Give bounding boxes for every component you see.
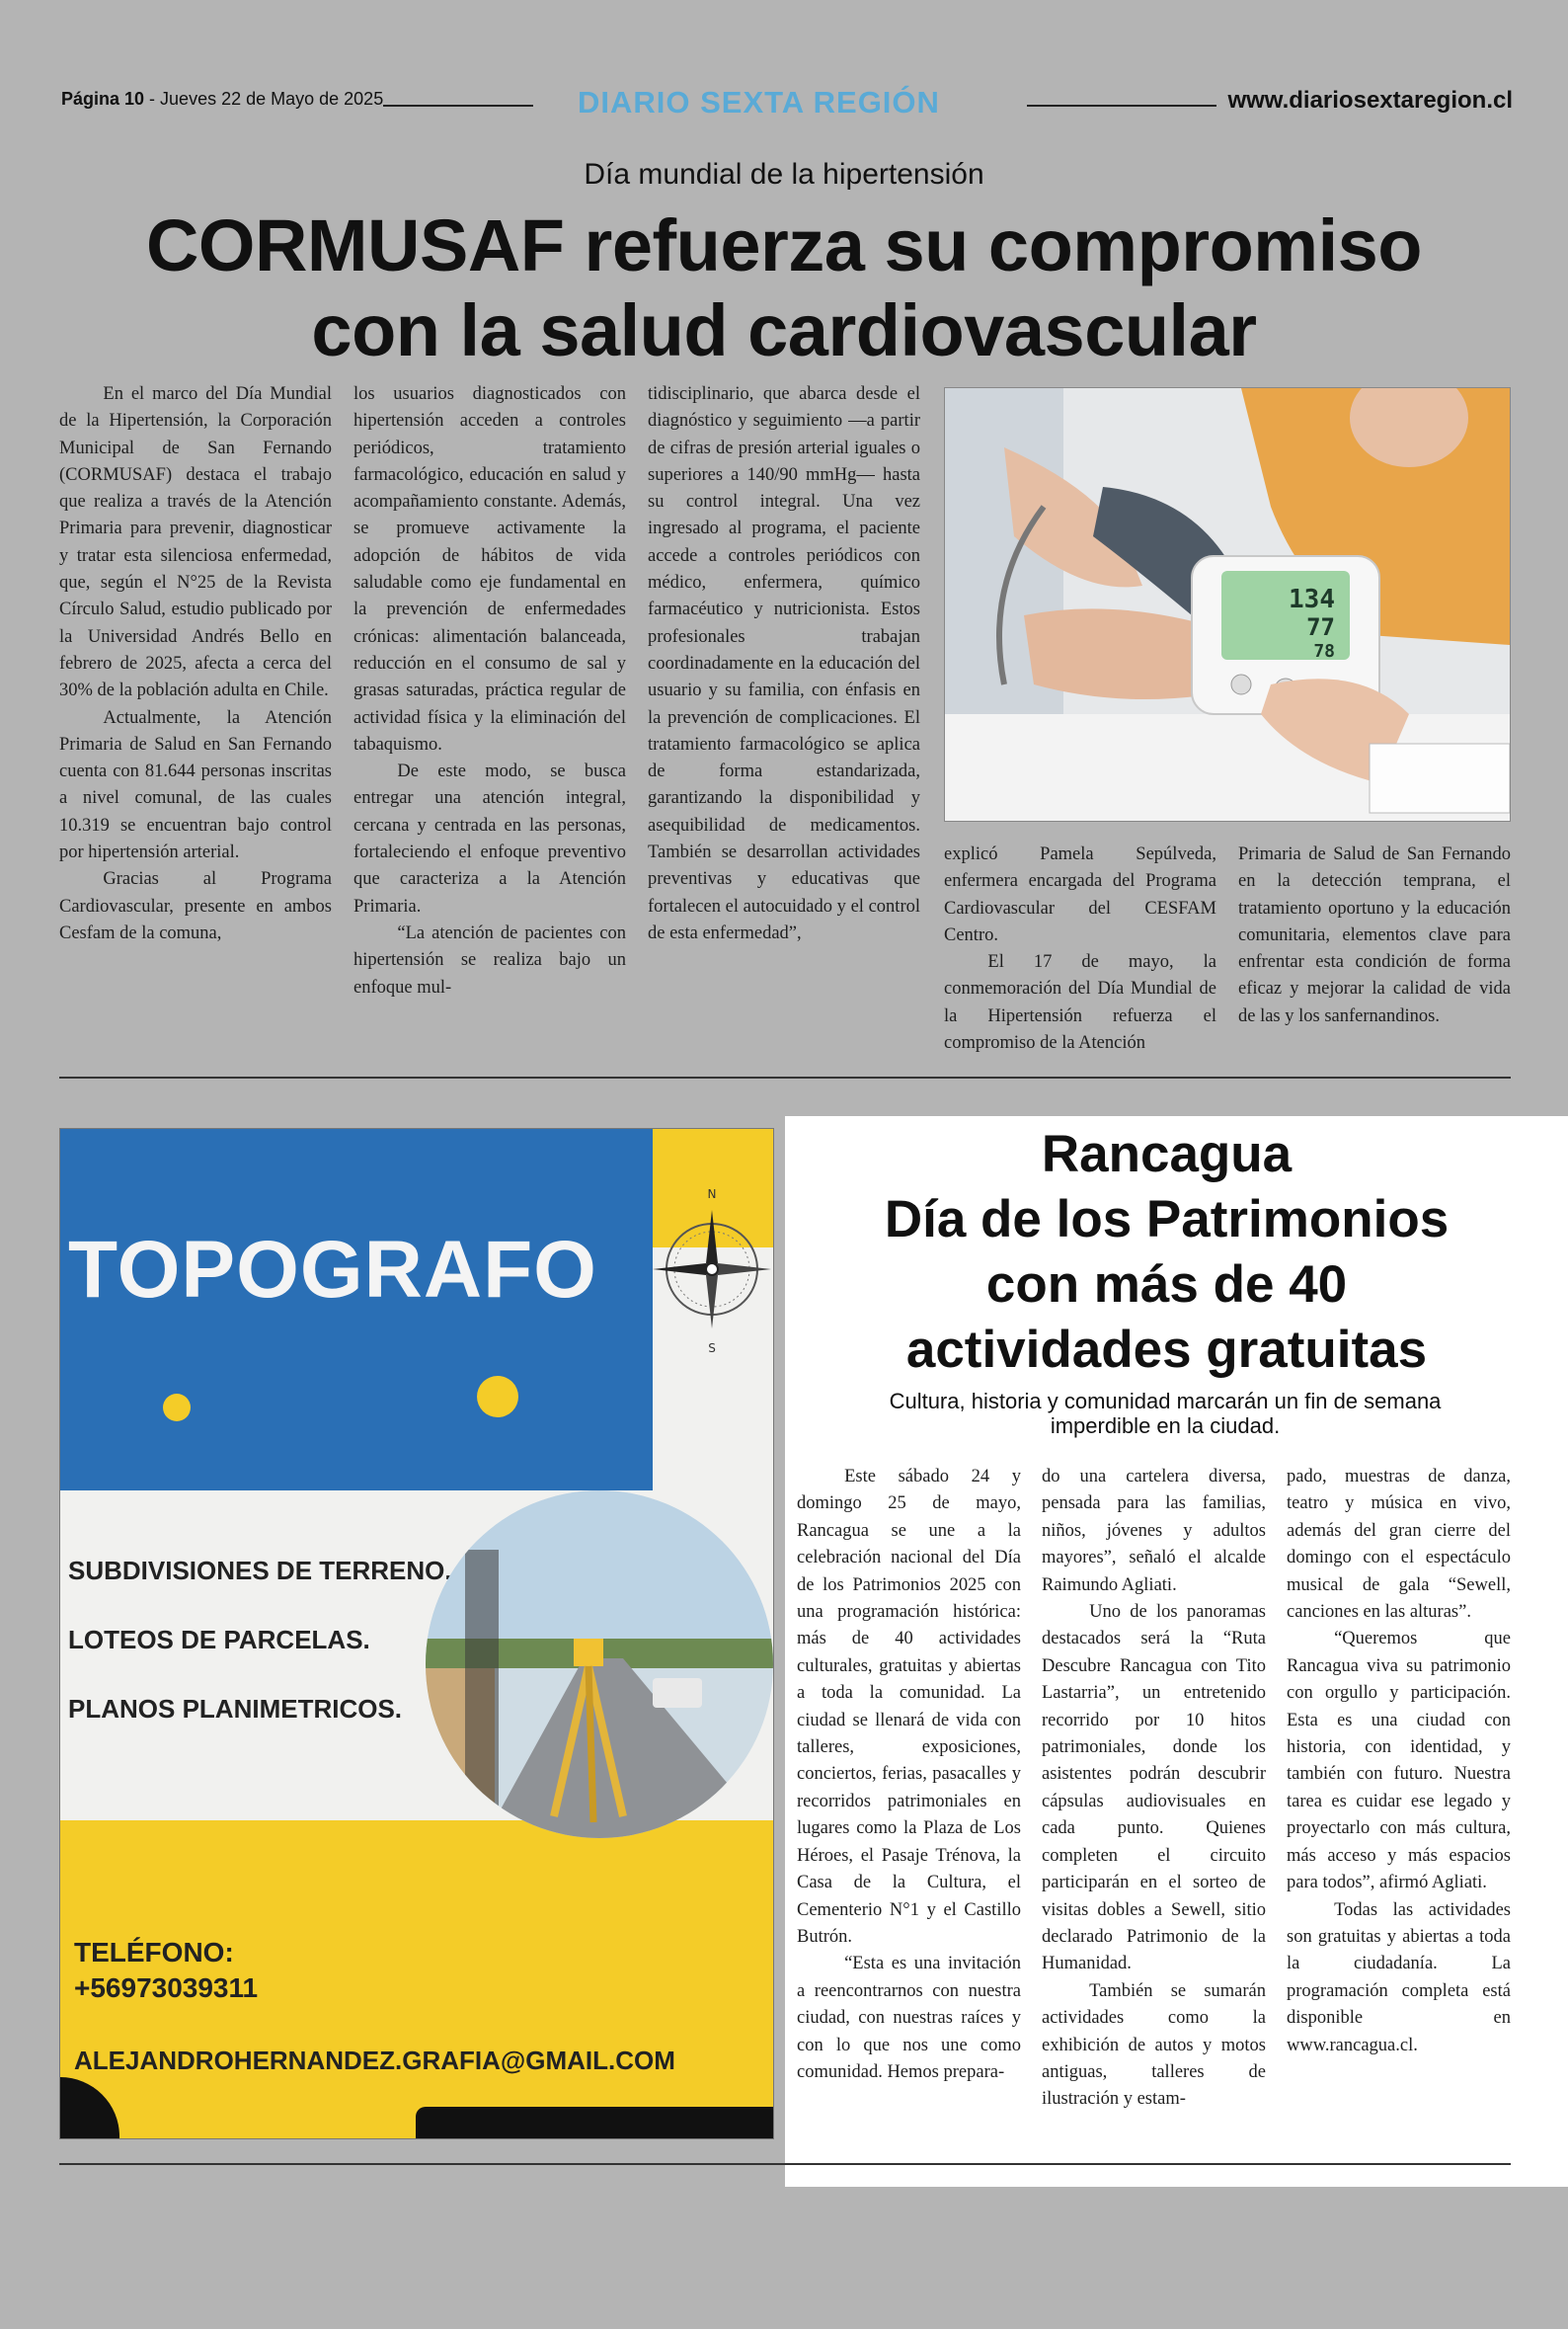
- masthead: DIARIO SEXTA REGIÓN: [578, 85, 940, 120]
- ad-bottom-bar: [416, 2107, 773, 2138]
- section-divider: [59, 1077, 1511, 1079]
- article2-headline-line1: Rancagua: [1041, 1125, 1293, 1183]
- paragraph: do una cartelera diversa, pensada para las familias, niños, jóvenes y adultos mayores”, señaló el alcalde Raimundo Agliati.: [1042, 1467, 1266, 1595]
- website-url[interactable]: www.diariosextaregion.cl: [1227, 87, 1513, 114]
- paragraph: pado, muestras de danza, teatro y música en vivo, además del gran cierre del domingo con el espectáculo musical de gala “Sewell, canciones en las alturas”.: [1287, 1467, 1511, 1623]
- paragraph: Actualmente, la Atención Primaria de Salud en San Fernando cuenta con 81.644 personas inscritas a nivel comunal, de las cuales 10.319 se encuentran bajo control por hipertensión arterial.: [59, 707, 332, 863]
- article1-column-4: [944, 842, 1216, 1057]
- ad-yellow-dot: [163, 1394, 191, 1421]
- article2-box: [785, 1116, 1568, 2187]
- article2-headline-line4: actividades gratuitas: [905, 1321, 1428, 1379]
- header-rule-left: [383, 105, 533, 107]
- article1-column-1: [59, 381, 332, 947]
- page-number: Página 10: [61, 89, 145, 109]
- paragraph: También se sumarán actividades como la exhibición de autos y motos antiguas, talleres de ilustración y estam-: [1042, 1980, 1266, 2110]
- blood-pressure-photo: [944, 387, 1511, 822]
- publication-date: - Jueves 22 de Mayo de 2025: [144, 89, 384, 109]
- ad-email[interactable]: ALEJANDROHERNANDEZ.GRAFIA@GMAIL.COM: [74, 2046, 675, 2075]
- paragraph: Gracias al Programa Cardiovascular, presente en ambos Cesfam de la comuna,: [59, 869, 332, 943]
- ad-service-1: SUBDIVISIONES DE TERRENO.: [68, 1556, 452, 1585]
- topografo-advertisement[interactable]: [59, 1128, 774, 2139]
- article2-headline-line2: Día de los Patrimonios: [884, 1190, 1450, 1248]
- ad-service-3: PLANOS PLANIMETRICOS.: [68, 1694, 403, 1724]
- article1-kicker: Día mundial de la hipertensión: [584, 158, 984, 191]
- paragraph: En el marco del Día Mundial de la Hipertensión, la Corporación Municipal de San Fernando (CORMUSAF) destaca el trabajo que realiza a través de la Atención Primaria para prevenir, diagnosticar y tratar esta silenciosa enfermedad, que, según el N°25 de la Revista Círculo Salud, estudio publicado por la Universidad Andrés Bello en febrero de 2025, afecta a cerca del 30% de la población adulta en Chile.: [59, 384, 332, 701]
- surveyor-photo: [426, 1490, 773, 1838]
- article1-column-2: [353, 381, 626, 1002]
- paragraph: Primaria de Salud de San Fernando en la detección temprana, el tratamiento oportuno y la educación comunitaria, elementos clave para enfrentar esta condición de forma eficaz y mejorar la calidad de vida de las y los sanfernandinos.: [1238, 844, 1511, 1026]
- page-info: [61, 89, 383, 110]
- paragraph: explicó Pamela Sepúlveda, enfermera encargada del Programa Cardiovascular del CESFAM Centro.: [944, 844, 1216, 945]
- ad-yellow-dot: [477, 1376, 518, 1417]
- ad-phone-label: TELÉFONO:: [74, 1937, 234, 1968]
- article1-headline-line2: con la salud cardiovascular: [311, 289, 1257, 371]
- surveyor-illustration: [426, 1490, 773, 1838]
- bottom-rule: [59, 2163, 1511, 2165]
- paragraph: tidisciplinario, que abarca desde el diagnóstico y seguimiento —a partir de cifras de presión arterial iguales o superiores a 140/90 mmHg— hasta su control integral. Una vez ingresado al programa, el paciente accede a controles periódicos con médico, enfermera, químico farmacéutico y nutricionista. Estos profesionales trabajan coordinadamente en la educación del usuario y su familia, con énfasis en la prevención de complicaciones. El tratamiento farmacológico se aplica de forma estandarizada, garantizando la disponibilidad y asequibilidad de medicamentos. También se desarrollan actividades preventivas y educativas que fortalecen el autocuidado y el control de esta enfermedad”,: [648, 384, 920, 943]
- paragraph: Este sábado 24 y domingo 25 de mayo, Rancagua se une a la celebración nacional del Día de los Patrimonios 2025 con una programación histórica: más de 40 actividades culturales, gratuitas y abiertas a toda la comunidad. La ciudad se llenará de vida con talleres, exposiciones, conciertos, ferias, pasacalles y recorridos patrimoniales en lugares como la Plaza de Los Héroes, el Pasaje Trénova, la Casa de la Cultura, el Cementerio N°1 y el Castillo Butrón.: [797, 1467, 1021, 1947]
- paragraph: “La atención de pacientes con hipertensión se realiza bajo un enfoque mul-: [353, 923, 626, 998]
- article1-column-5: [1238, 842, 1511, 1030]
- compass-rose-icon: [653, 1170, 773, 1368]
- paragraph: De este modo, se busca entregar una atención integral, cercana y centrada en las personas, fortaleciendo el enfoque preventivo que caracteriza a la Atención Primaria.: [353, 762, 626, 917]
- ad-phone-number[interactable]: +56973039311: [74, 1972, 259, 2003]
- article2-subhead: Cultura, historia y comunidad marcarán un fin de semana imperdible en la ciudad.: [889, 1389, 1442, 1438]
- compass-south-label: S: [708, 1341, 716, 1355]
- paragraph: los usuarios diagnosticados con hipertensión acceden a controles periódicos, tratamiento farmacológico, educación en salud y acompañamiento constante. Además, se promueve activamente la adopción de hábitos de vida saludable como eje fundamental en la prevención de enfermedades crónicas: alimentación balanceada, reducción en el consumo de sal y grasas saturadas, práctica regular de actividad física y la eliminación del tabaquismo.: [353, 384, 626, 755]
- article2-headline-line3: con más de 40: [985, 1255, 1348, 1314]
- article2-headline: [785, 1122, 1548, 1383]
- paragraph: “Queremos que Rancagua viva su patrimonio con orgullo y participación. Esta es una ciudad con historia, con identidad, y también con futuro. Nuestra tarea es cuidar ese legado y proyectarlo con más cultura, más acceso y más espacios para todos”, afirmó Agliati.: [1287, 1629, 1511, 1893]
- article2-column-1: [797, 1464, 1021, 2086]
- ad-yellow-strip: [60, 1820, 426, 1860]
- article1-headline-line1: CORMUSAF refuerza su compromiso: [145, 204, 1423, 286]
- article2-column-3: [1287, 1464, 1511, 2059]
- paragraph: “Esta es una invitación a reencontrarnos con nuestra ciudad, con nuestras raíces y con lo que nos une como comunidad. Hemos prepara-: [797, 1954, 1021, 2082]
- article2-column-2: [1042, 1464, 1266, 2114]
- ad-service-2: LOTEOS DE PARCELAS.: [68, 1625, 370, 1654]
- article1-column-3: [648, 381, 920, 947]
- paragraph: El 17 de mayo, la conmemoración del Día Mundial de la Hipertensión refuerza el compromiso de la Atención: [944, 952, 1216, 1054]
- blood-pressure-illustration: [945, 388, 1510, 821]
- compass-north-label: N: [707, 1187, 717, 1201]
- paragraph: Todas las actividades son gratuitas y abiertas a toda la ciudadanía. La programación completa está disponible en www.rancagua.cl.: [1287, 1899, 1511, 2055]
- article1-headline: [59, 203, 1509, 373]
- header-rule-right: [1027, 105, 1216, 107]
- monitor-systolic: 134: [1289, 585, 1335, 614]
- paragraph: Uno de los panoramas destacados será la “Ruta Descubre Rancagua con Tito Lastarria”, un entretenido recorrido por 10 hitos patrimoniales, donde los asistentes podrán descubrir cápsulas audiovisuales en cada punto. Quienes completen el circuito participarán en el sorteo de visitas dobles a Sewell, sitio declarado Patrimonio de la Humanidad.: [1042, 1602, 1266, 1974]
- monitor-diastolic: 77: [1306, 613, 1335, 641]
- page-header: [59, 85, 1513, 124]
- monitor-pulse: 78: [1313, 641, 1335, 662]
- ad-title: TOPOGRAFO: [68, 1225, 597, 1315]
